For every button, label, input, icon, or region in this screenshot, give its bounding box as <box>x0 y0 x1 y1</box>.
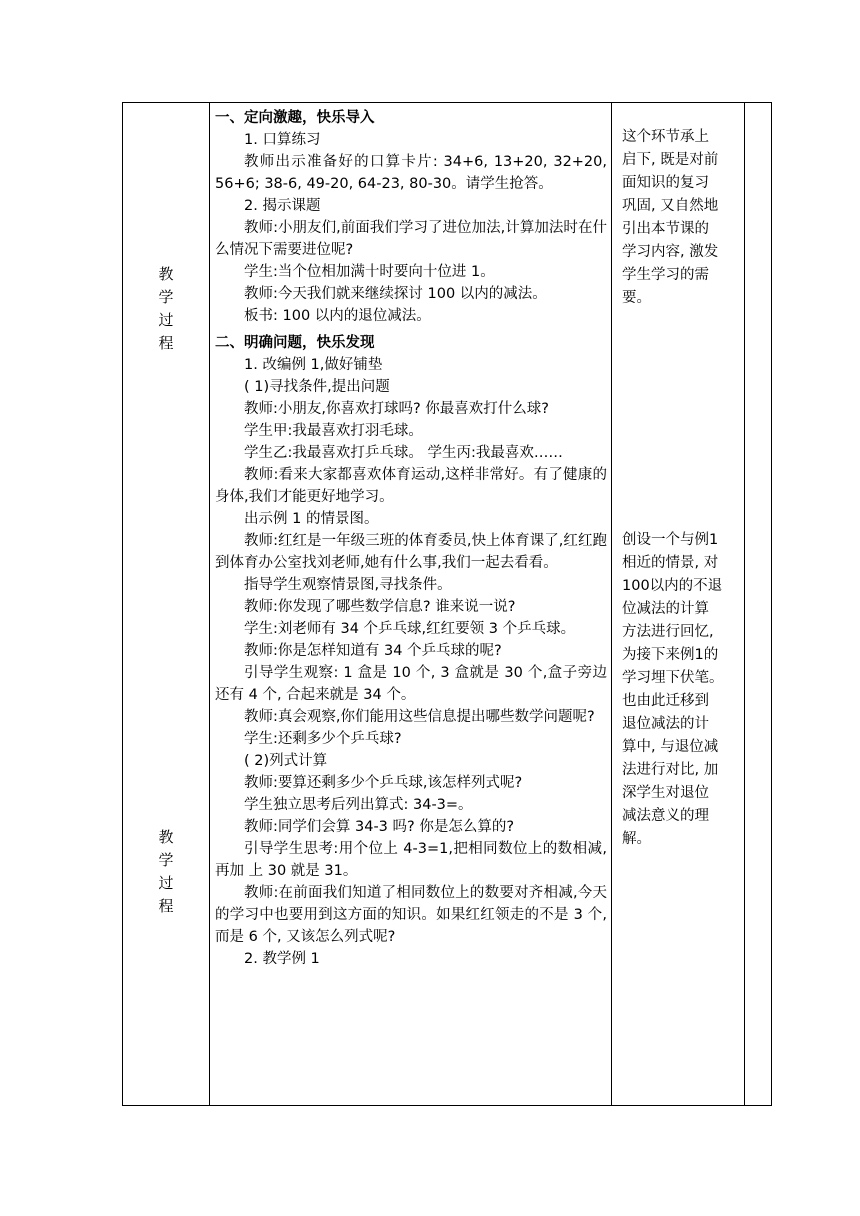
note-line: 算中, 与退位减 <box>622 739 719 755</box>
side-label-char: 过 <box>158 311 174 329</box>
content-paragraph: 学生:还剩多少个乒乓球? <box>244 731 402 747</box>
content-paragraph: 引导学生观察: 1 盒是 10 个, 3 盒就是 30 个,盒子旁边还有 4 个, 合起来就是 34 个。 <box>215 665 607 703</box>
content-paragraph: 教师:今天我们就来继续探讨 100 以内的减法。 <box>244 286 547 302</box>
content-paragraph: ( 1)寻找条件,提出问题 <box>244 379 390 395</box>
note-line: 为接下来例1的 <box>622 647 719 663</box>
note-line: 要。 <box>622 290 651 306</box>
lesson-plan-table <box>122 102 772 1106</box>
side-label-char: 学 <box>158 288 174 306</box>
note-line: 学习内容, 激发 <box>622 244 719 260</box>
note-line: 也由此迁移到 <box>622 693 709 709</box>
side-label-teaching-process-2 <box>123 826 209 918</box>
note-line: 引出本节课的 <box>622 221 709 237</box>
content-paragraph: 教师:真会观察,你们能用这些信息提出哪些数学问题呢? <box>244 709 595 725</box>
content-paragraph: 学生乙:我最喜欢打乒乓球。 学生丙:我最喜欢…… <box>244 445 563 461</box>
content-paragraph: 教师:你发现了哪些数学信息? 谁来说一说? <box>244 599 516 615</box>
note-line: 启下, 既是对前 <box>622 152 719 168</box>
column-divider <box>611 103 612 1105</box>
content-paragraph: 指导学生观察情景图,寻找条件。 <box>244 577 452 593</box>
content-paragraph: 学生独立思考后列出算式: 34-3=。 <box>244 797 473 813</box>
side-label-char: 过 <box>158 874 174 892</box>
side-label-teaching-process-1 <box>123 263 209 355</box>
content-paragraph: 1. 改编例 1,做好铺垫 <box>244 357 383 373</box>
section-heading: 一、定向激趣，快乐导入 <box>215 110 375 126</box>
content-paragraph: 1. 口算练习 <box>244 132 321 148</box>
content-paragraph: ( 2)列式计算 <box>244 753 328 769</box>
content-paragraph: 教师:要算还剩多少个乒乓球,该怎样列式呢? <box>244 775 523 791</box>
note-line: 相近的情景, 对 <box>622 555 719 571</box>
column-divider <box>209 103 210 1105</box>
note-line: 这个环节承上 <box>622 129 709 145</box>
note-line: 退位减法的计 <box>622 716 709 732</box>
content-paragraph: 引导学生思考:用个位上 4-3=1,把相同数位上的数相减,再加 上 30 就是 31。 <box>215 841 607 879</box>
content-paragraph: 学生甲:我最喜欢打羽毛球。 <box>244 423 423 439</box>
side-label-char: 程 <box>158 334 174 352</box>
content-paragraph: 出示例 1 的情景图。 <box>244 511 379 527</box>
note-line: 学生学习的需 <box>622 267 709 283</box>
note-line: 100以内的不退 <box>622 578 723 594</box>
note-line: 创设一个与例1 <box>622 532 719 548</box>
lesson-content-column <box>215 107 607 970</box>
content-paragraph: 教师:红红是一年级三班的体育委员,快上体育课了,红红跑到体育办公室找刘老师,她有什么事,我们一起去看看。 <box>215 533 607 571</box>
content-paragraph: 教师:你是怎样知道有 34 个乒乓球的呢? <box>244 643 502 659</box>
note-line: 深学生对退位 <box>622 785 709 801</box>
note-line: 巩固, 又自然地 <box>622 198 719 214</box>
content-paragraph: 2. 教学例 1 <box>244 951 320 967</box>
note-line: 面知识的复习 <box>622 175 709 191</box>
note-line: 法进行对比, 加 <box>622 762 719 778</box>
side-label-char: 程 <box>158 897 174 915</box>
note-line: 方法进行回忆, <box>622 624 714 640</box>
content-paragraph: 教师:看来大家都喜欢体育运动,这样非常好。有了健康的身体,我们才能更好地学习。 <box>215 467 607 505</box>
note-line: 减法意义的理 <box>622 808 709 824</box>
content-paragraph: 教师出示准备好的口算卡片: 34+6, 13+20, 32+20, 56+6; 38-6, 49-20, 64-23, 80-30。请学生抢答。 <box>215 154 607 192</box>
content-paragraph: 板书: 100 以内的退位减法。 <box>244 308 431 324</box>
note-line: 位减法的计算 <box>622 601 709 617</box>
side-label-char: 教 <box>158 265 174 283</box>
side-label-char: 教 <box>158 828 174 846</box>
note-line: 学习埋下伏笔。 <box>622 670 724 686</box>
content-paragraph: 教师:在前面我们知道了相同数位上的数要对齐相减,今天的学习中也要用到这方面的知识。如果红红领走的不是 3 个,而是 6 个, 又该怎么列式呢? <box>215 885 607 945</box>
section-heading: 二、明确问题，快乐发现 <box>215 335 375 351</box>
content-paragraph: 学生:当个位相加满十时要向十位进 1。 <box>244 264 495 280</box>
note-line: 解。 <box>622 831 651 847</box>
side-label-column <box>123 103 209 1105</box>
content-paragraph: 学生:刘老师有 34 个乒乓球,红红要领 3 个乒乓球。 <box>244 621 576 637</box>
content-paragraph: 教师:小朋友,你喜欢打球吗? 你最喜欢打什么球? <box>244 401 549 417</box>
content-paragraph: 教师:小朋友们,前面我们学习了进位加法,计算加法时在什么情况下需要进位呢? <box>215 220 607 258</box>
content-paragraph: 教师:同学们会算 34-3 吗? 你是怎么算的? <box>244 819 515 835</box>
design-notes-2 <box>622 529 746 851</box>
design-notes-1 <box>622 126 746 310</box>
content-paragraph: 2. 揭示课题 <box>244 198 321 214</box>
side-label-char: 学 <box>158 851 174 869</box>
